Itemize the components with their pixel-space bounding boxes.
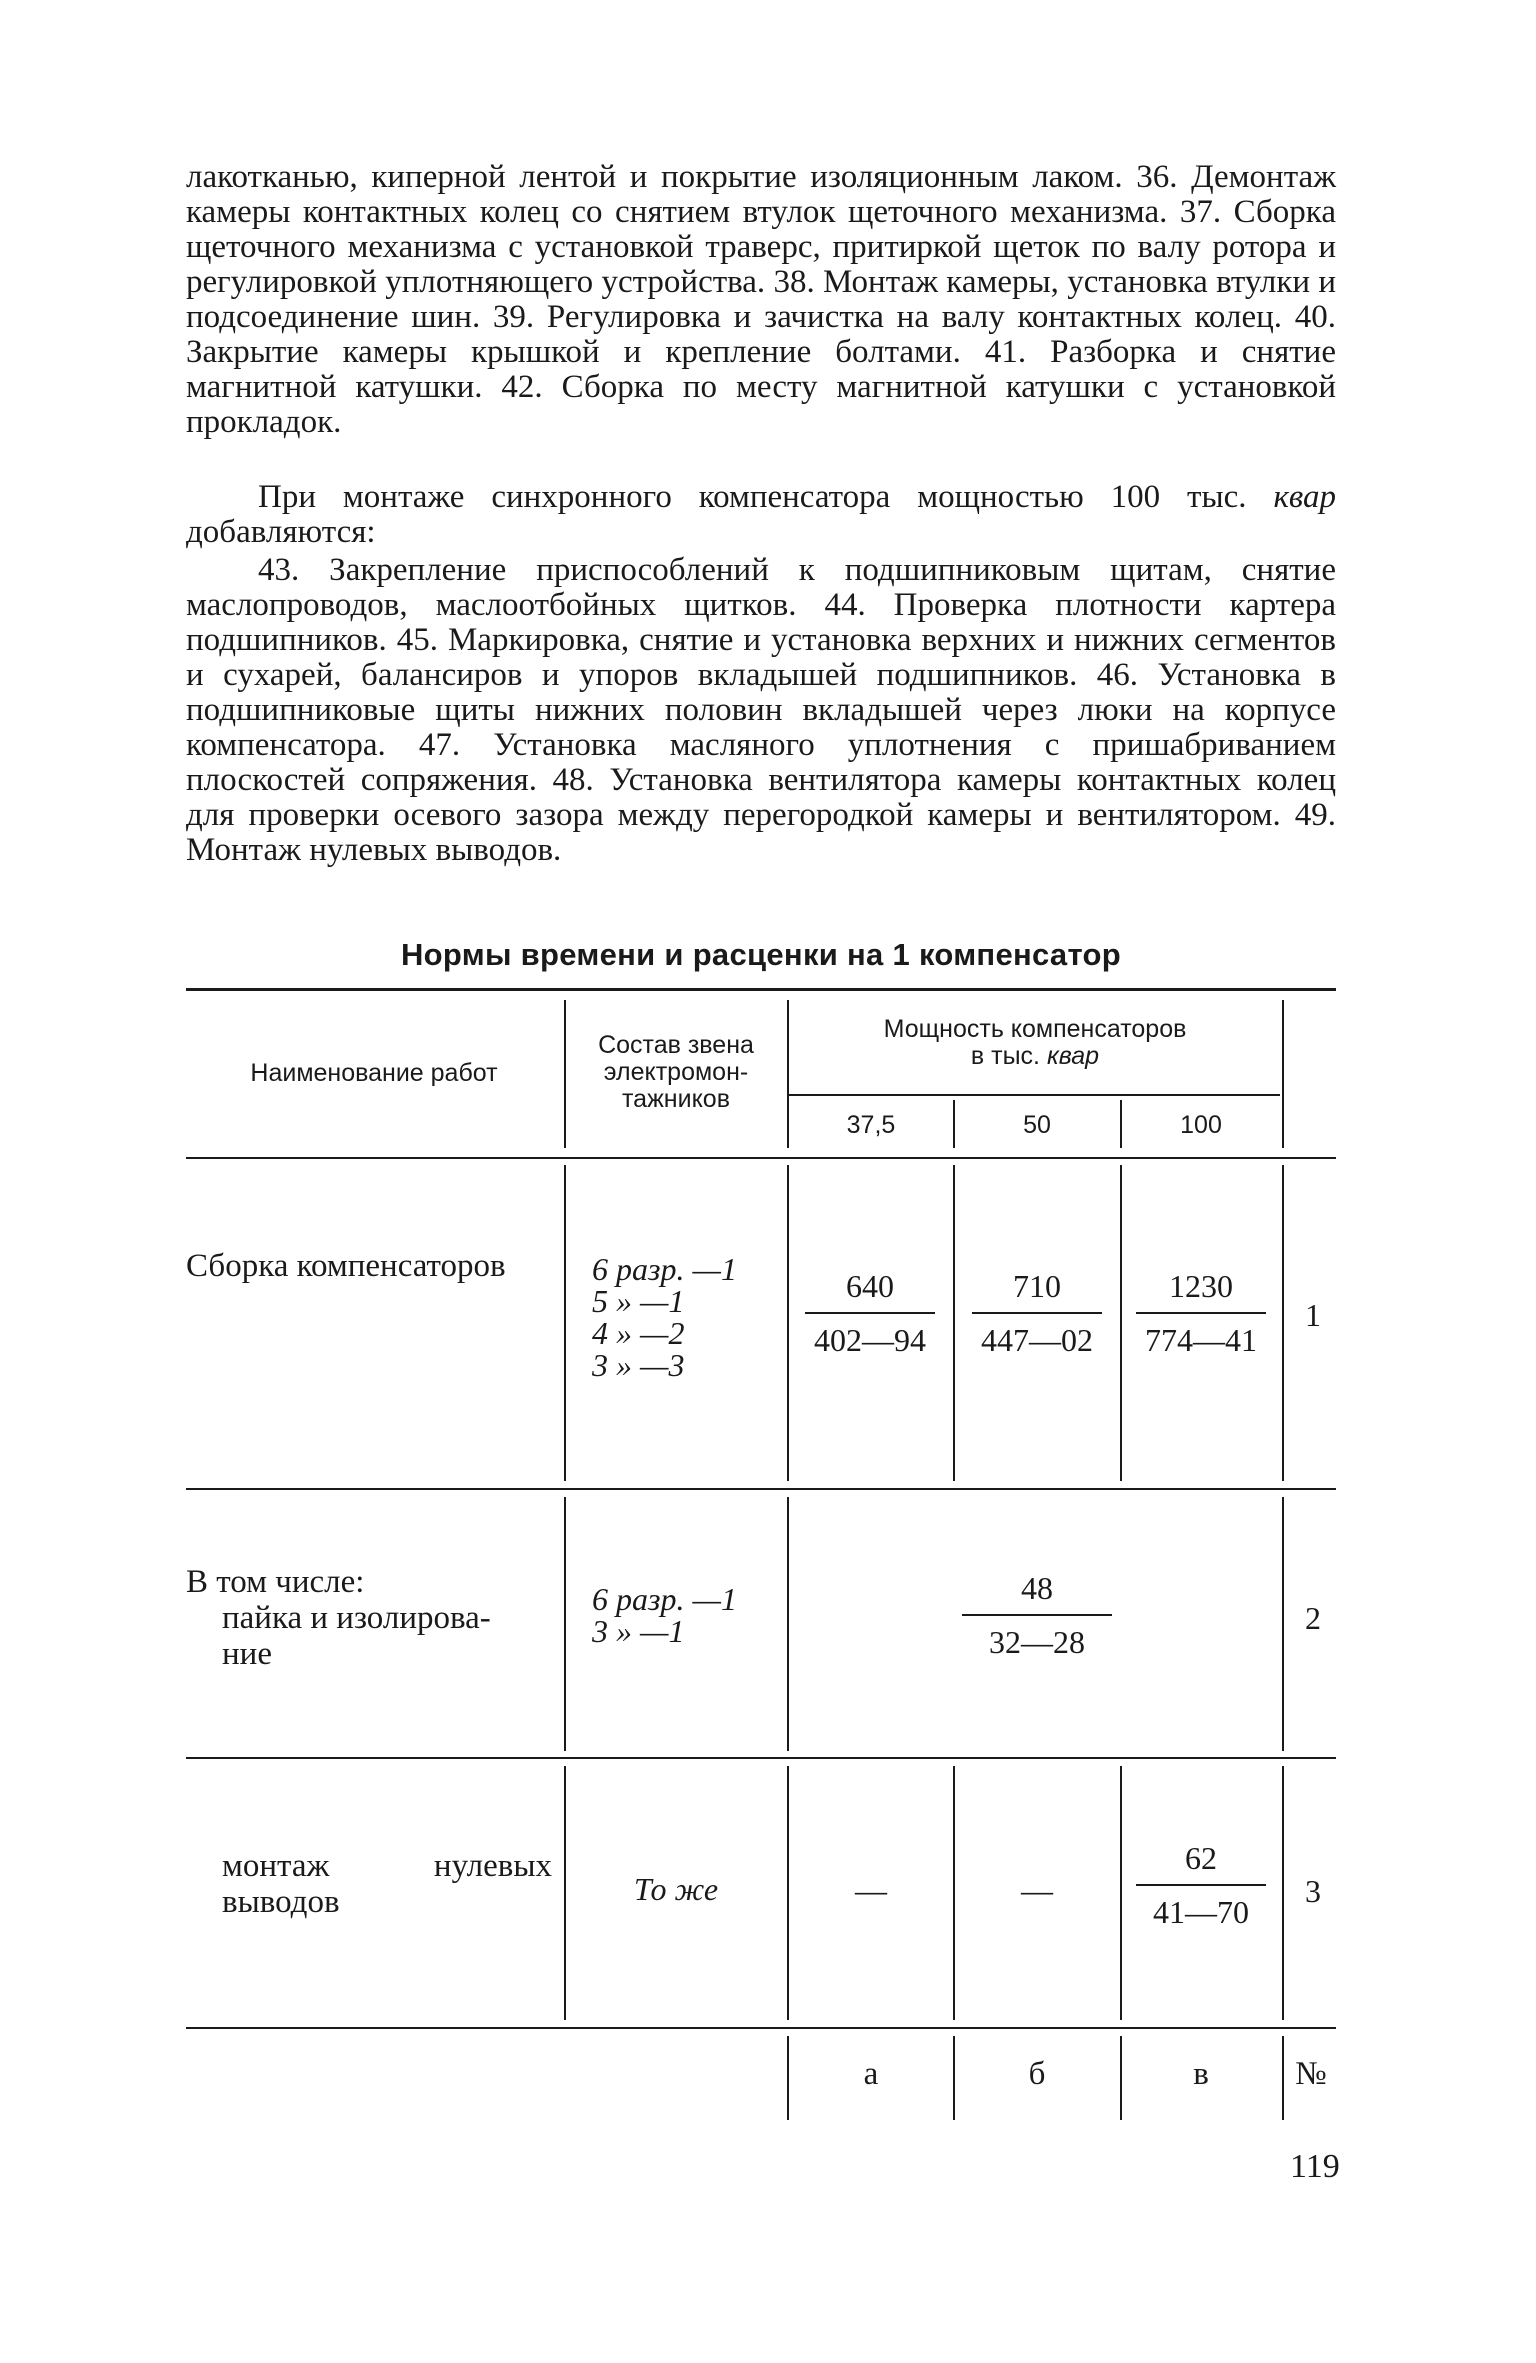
vrule-row2-2 <box>787 1497 789 1751</box>
row-3-crew: То же <box>633 1871 719 1907</box>
vrule-row1-3 <box>953 1165 955 1481</box>
row-1-col-c: 1230 774—41 <box>1130 1268 1272 1358</box>
row-3-number: 3 <box>1305 1873 1321 1909</box>
vrule-row1-5 <box>1282 1165 1284 1481</box>
vrule-header-2 <box>787 1000 789 1148</box>
table-title: Нормы времени и расценки на 1 компенсатор <box>400 937 1122 972</box>
vrule-row2-1 <box>564 1497 566 1751</box>
header-bottom-rule <box>186 1157 1336 1159</box>
paragraph-3 <box>186 553 1336 868</box>
header-col-c: 100 <box>1180 1111 1222 1139</box>
paragraph-2-start: При монтаже синхронного компенсатора мощностью 100 тыс. <box>258 479 1247 515</box>
vrule-header-5 <box>1282 1000 1284 1148</box>
row-2-name: В том числе: пайка и изолирова- ние <box>186 1564 491 1672</box>
vrule-row1-4 <box>1120 1165 1122 1481</box>
header-crew: Состав звена электромон- тажников <box>598 1031 754 1113</box>
row-1-name: Сборка компенсаторов <box>186 1248 506 1284</box>
vrule-row3-4 <box>1120 1766 1122 2020</box>
vrule-footer-2 <box>787 2036 789 2120</box>
table-top-rule <box>186 988 1336 991</box>
row-1-col-a: 640 402—94 <box>800 1268 940 1358</box>
page-number: 119 <box>1290 2148 1340 2185</box>
header-col-b: 50 <box>1023 1111 1051 1139</box>
paragraph-1 <box>186 160 1336 440</box>
paragraph-2-unit: квар <box>1273 479 1336 515</box>
row-3-name: монтаж нулевых выводов <box>222 1848 552 1920</box>
row-3-col-b: — <box>1021 1872 1053 1908</box>
header-work-name: Наименование работ <box>250 1059 498 1087</box>
header-power: Мощность компенсаторов в тыс. квар <box>883 1015 1187 1070</box>
vrule-row2-5 <box>1282 1497 1284 1751</box>
footer-number-sign: № <box>1295 2056 1327 2092</box>
row-2-merged-value: 48 32—28 <box>955 1570 1119 1660</box>
power-subheader-rule <box>788 1094 1280 1096</box>
row-3-col-c: 62 41—70 <box>1130 1840 1272 1930</box>
row-2-bottom-rule <box>186 1757 1336 1759</box>
vrule-row3-2 <box>787 1766 789 2020</box>
paragraph-1-text: лакотканью, киперной лентой и покрытие изоляционным лаком. 36. Демонтаж камеры контактных колец со снятием втулок щеточного механизма. 37. Сборка щеточного механизма с установкой траверс, притиркой щеток по валу ротора и регулировкой уплотняющего устройства. 38. Монтаж камеры, установка втулки и подсоединение шин. 39. Регулировка и зачистка на валу контактных колец. 40. Закрытие камеры крышкой и крепление болтами. 41. Разборка и снятие магнитной катушки. 42. Сборка по месту магнитной катушки с установкой прокладок. <box>186 159 1336 440</box>
header-col-a: 37,5 <box>846 1111 896 1139</box>
paragraph-2 <box>186 480 1336 550</box>
vrule-footer-5 <box>1282 2036 1284 2120</box>
footer-col-a: а <box>863 2056 879 2092</box>
footer-col-b: б <box>1028 2056 1046 2092</box>
paragraph-2-end: добавляются: <box>186 514 376 550</box>
row-1-col-b: 710 447—02 <box>966 1268 1108 1358</box>
row-3-bottom-rule <box>186 2027 1336 2029</box>
row-1-crew: 6 разр. —1 5 » —1 4 » —2 3 » —3 <box>592 1251 737 1383</box>
vrule-row3-5 <box>1282 1766 1284 2020</box>
row-3-col-a: — <box>855 1872 887 1908</box>
row-1-number: 1 <box>1305 1297 1321 1333</box>
footer-col-c: в <box>1193 2056 1209 2092</box>
row-2-number: 2 <box>1305 1600 1321 1636</box>
paragraph-3-text: 43. Закрепление приспособлений к подшипниковым щитам, снятие маслопроводов, маслоотбойных щитков. 44. Проверка плотности картера подшипников. 45. Маркировка, снятие и установка верхних и нижних сегментов и сухарей, балансиров и упоров вкладышей подшипников. 46. Установка в подшипниковые щиты нижних половин вкладышей через люки на корпусе компенсатора. 47. Установка масляного уплотнения с пришабриванием плоскостей сопряжения. 48. Установка вентилятора камеры контактных колец для проверки осевого зазора между перегородкой камеры и вентилятором. 49. Монтаж нулевых выводов. <box>186 552 1336 868</box>
row-1-bottom-rule <box>186 1488 1336 1490</box>
row-2-crew: 6 разр. —1 3 » —1 <box>592 1581 737 1649</box>
vrule-row1-1 <box>564 1165 566 1481</box>
vrule-row1-2 <box>787 1165 789 1481</box>
